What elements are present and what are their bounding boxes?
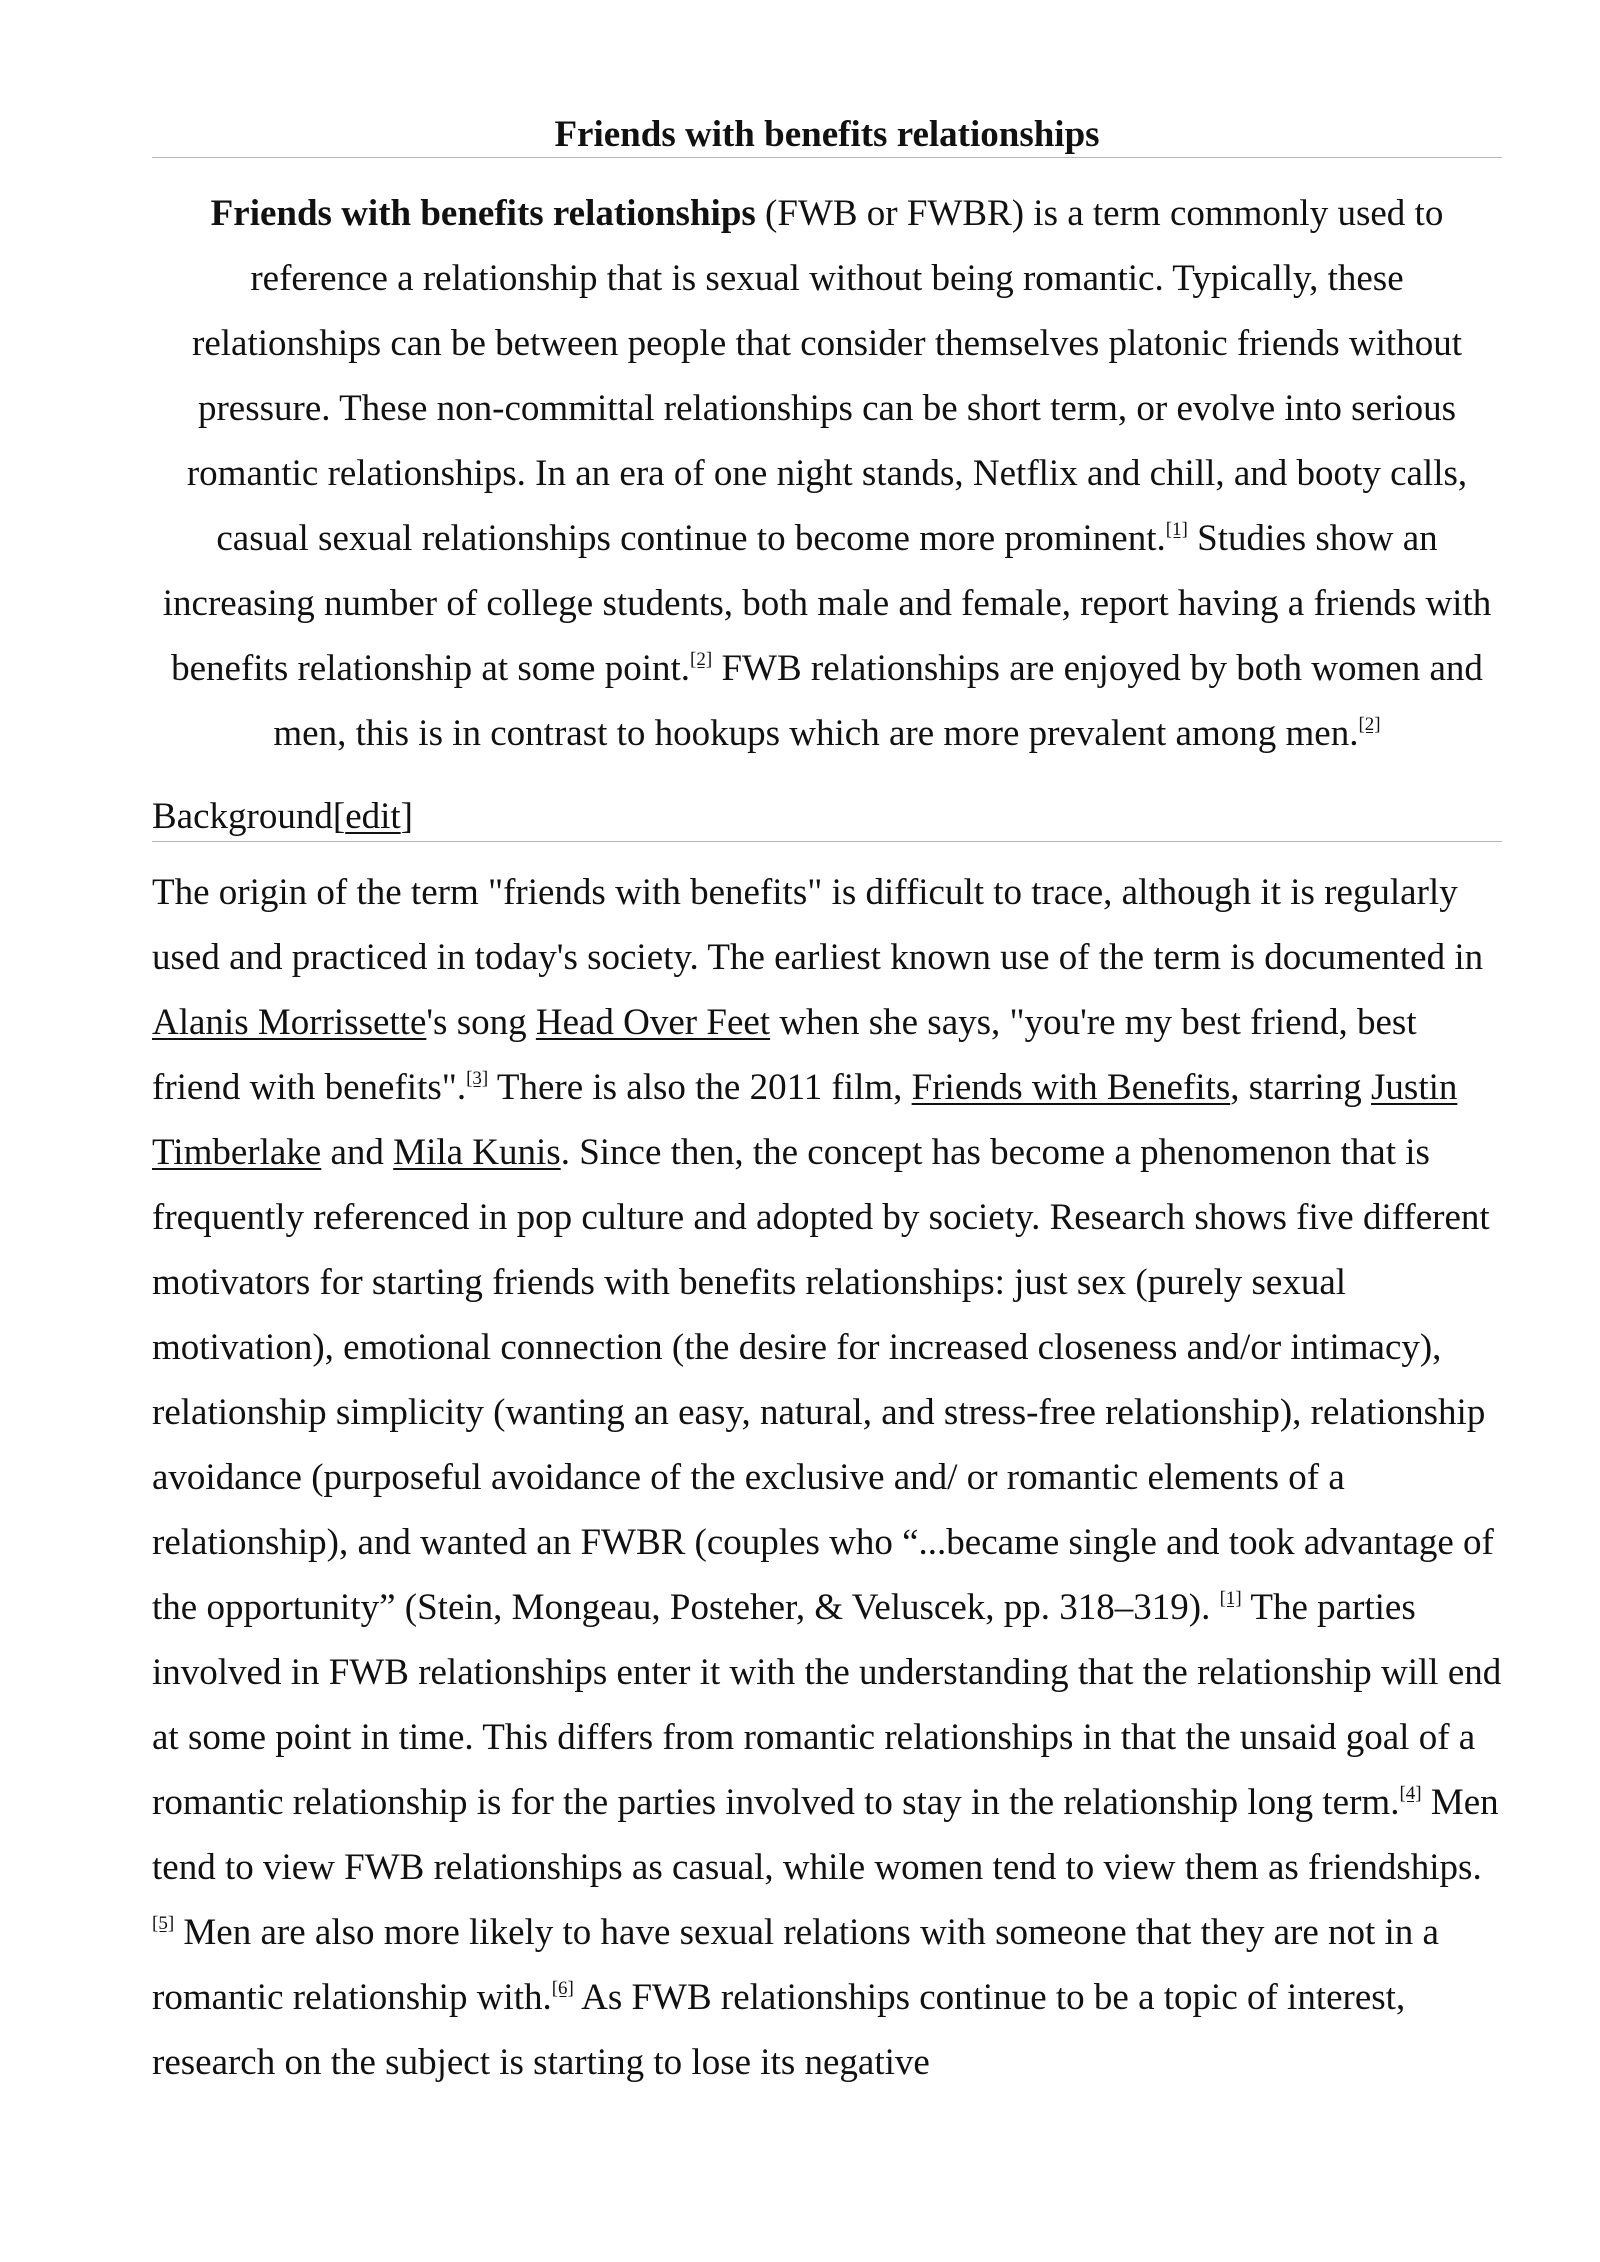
citation-ref[interactable]: [2] bbox=[1358, 714, 1381, 735]
edit-link[interactable]: edit bbox=[345, 796, 401, 837]
link-justin-timberlake[interactable]: Justin Timberlake bbox=[152, 1067, 1458, 1173]
link-friends-with-benefits-film[interactable]: Friends with Benefits bbox=[911, 1067, 1231, 1108]
body-text-9: Men tend to view FWB relationships as casual, while women tend to view them as friendships. bbox=[152, 1782, 1499, 1888]
body-text-11: As FWB relationships continue to be a topic of interest, research on the subject is starting to lose its negative bbox=[152, 1977, 1406, 2083]
body-text-2: 's song bbox=[426, 1002, 536, 1043]
lead-bold-term: Friends with benefits relationships bbox=[210, 193, 756, 234]
section-heading-label: Background bbox=[152, 796, 333, 837]
citation-ref[interactable]: [6] bbox=[551, 1978, 574, 1999]
citation-ref[interactable]: [1] bbox=[1165, 519, 1188, 540]
edit-bracket-open: [ bbox=[332, 796, 346, 837]
background-paragraph bbox=[152, 842, 1502, 2095]
citation-ref[interactable]: [4] bbox=[1399, 1783, 1422, 1804]
link-mila-kunis[interactable]: Mila Kunis bbox=[393, 1132, 561, 1173]
body-text-10: Men are also more likely to have sexual relations with someone that they are not in a romantic relationship with. bbox=[152, 1912, 1439, 2018]
link-head-over-feet[interactable]: Head Over Feet bbox=[535, 1002, 771, 1043]
body-text-6: and bbox=[321, 1132, 394, 1173]
edit-bracket-close: ] bbox=[400, 796, 413, 837]
link-alanis-morrissette[interactable]: Alanis Morrissette bbox=[152, 1002, 427, 1043]
citation-ref[interactable]: [2] bbox=[690, 649, 713, 670]
body-text-4: There is also the 2011 film, bbox=[488, 1067, 912, 1108]
document-page bbox=[152, 0, 1502, 2095]
citation-ref[interactable]: [3] bbox=[466, 1068, 489, 1089]
lead-text-3: FWB relationships are enjoyed by both women and men, this is in contrast to hookups which are more prevalent among men. bbox=[273, 648, 1483, 754]
body-text-1: The origin of the term "friends with benefits" is difficult to trace, although it is regularly used and practiced in today's society. The earliest known use of the term is documented in bbox=[152, 872, 1484, 978]
body-text-5: , starring bbox=[1230, 1067, 1372, 1108]
page-title: Friends with benefits relationships bbox=[152, 0, 1502, 158]
citation-ref[interactable]: [5] bbox=[152, 1913, 175, 1934]
body-text-7: . Since then, the concept has become a phenomenon that is frequently referenced in pop culture and adopted by society. Research shows five different motivators for starting friends with benefits relationships: just sex (purely sexual motivation), emotional connection (the desire for increased closeness and/or intimacy), relationship simplicity (wanting an easy, natural, and stress-free relationship), relationship avoidance (purposeful avoidance of the exclusive and/ or romantic elements of a relationship), and wanted an FWBR (couples who “...became single and took advantage of the opportunity” (Stein, Mongeau, Posteher, & Veluscek, pp. 318–319). bbox=[152, 1132, 1494, 1628]
lead-paragraph bbox=[152, 158, 1502, 766]
lead-text-2: Studies show an increasing number of college students, both male and female, report having a friends with benefits relationship at some point. bbox=[162, 518, 1492, 689]
lead-text-1: (FWB or FWBR) is a term commonly used to reference a relationship that is sexual without being romantic. Typically, these relationships can be between people that consider themselves platonic friends without pressure. These non-committal relationships can be short term, or evolve into serious romantic relationships. In an era of one night stands, Netflix and chill, and booty calls, casual sexual relationships continue to become more prominent. bbox=[186, 193, 1468, 559]
body-text-3: when she says, "you're my best friend, best friend with benefits". bbox=[152, 1002, 1417, 1108]
section-heading-background bbox=[152, 794, 1502, 842]
body-text-8: The parties involved in FWB relationships enter it with the understanding that the relationship will end at some point in time. This differs from romantic relationships in that the unsaid goal of a romantic relationship is for the parties involved to stay in the relationship long term. bbox=[152, 1587, 1502, 1823]
citation-ref[interactable]: [1] bbox=[1219, 1588, 1242, 1609]
